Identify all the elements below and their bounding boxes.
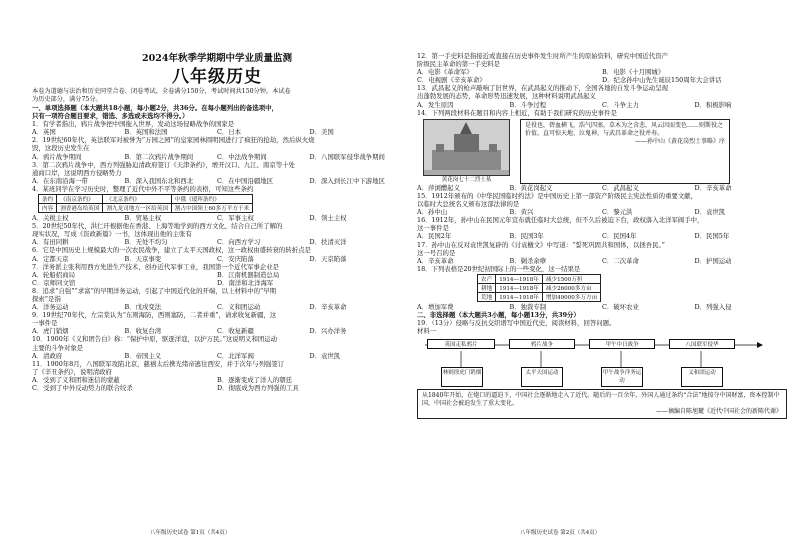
data-table: 农产 1914—1918年 减少1500万担 耕地 1914—1918年 减少26000多方亩 荒地 1914—1918年 增加49000多万方亩 xyxy=(477,274,601,302)
photo-caption: 黄花岗七十二烈士墓 xyxy=(441,176,492,183)
question-6: 6．它是中国历史上规模最大的一次农民战争，建立了太平天国政权，这一政权由盛转衰的转折点是 A．定都天京 B．天京事变 C．安庆陷落 D．天京陷落 xyxy=(32,246,347,263)
question-5: 5．20世纪50年代，洪仁玕根据他在香港、上海等地学到的西方文化，结合自己所了解的 现实状况，写成《资政新篇》一书，这体现出他的主张有 A．有田同耕 B．无处不均匀 C．向西方学习 D．扶清灭洋 xyxy=(32,222,347,247)
timeline-bottom-1: 林则徐虎门销烟 xyxy=(441,367,483,387)
question-18: 18．下列表格是20世纪初国际上的一些变化，这一结果是 农产 1914—1918年 减少1500万担 耕地 1914—1918年 减少26000多方亩 荒地 1914—1918年 增加49000多万方亩 A．增加军费 B．独裁专制 C．破坏农业 D．列强入侵 xyxy=(417,264,732,311)
timeline-bottom-4: 义和团运动 xyxy=(681,367,723,387)
section-title-2: 只有一项符合题目要求，错选、多选或未选均不得分。） xyxy=(32,112,189,121)
question-17: 17．孙中山在反对袁世凯复辟的《讨袁檄文》中写道：“誓死巩固共和国体，以拯吾民。” 这一号召的是 A．辛亥革命 B．剿杀余孽 C．二次革命 D．护国运动 xyxy=(417,240,732,265)
exam-note: 本卷为道德与法治和历史同堂合卷、闭卷考试，全卷满分150分，考试时间共150分钟。本试卷 为历史部分，满分75分。 xyxy=(32,88,291,103)
timeline-top-1: 英国走私鸦片 xyxy=(427,339,495,349)
question-8: 8．追求“自强”“求富”的早期洋务运动，引起了中国近代化的开端，以上材料中的“早期 探索”是指 A．洋务运动 B．戊戌变法 C．义和团运动 D．辛亥革命 xyxy=(32,286,347,312)
timeline-bottom-2: 太平天国运动 xyxy=(521,367,563,387)
monument-photo xyxy=(423,119,510,176)
material-box: 从1840年开始，在炮口的逼迫下，中国社会逐渐地走入了近代。随后的一百余年，外国人通过条约“合法”地掠夺中国财富，资本控制中国，中国社会被迫发生了重大变化。 ——摘编自陈旭麓《近代中国社会的新陈代谢》 xyxy=(417,389,787,419)
question-14: 14．下列两段材料在题目和内容上相近，有助于我们研究的历史事件是 黄花岗七十二烈士墓 是役也，碧血横飞，浩气四塞，草木为之含悲，风云因而变色……则斯役之价值，直可惊天地、泣鬼神，与武昌革命之役并寿。 ——孙中山《黄花岗烈士事略》序 A．萍浏醴起义 B．黄花岗起义 C．武昌起义 D．辛亥革命 xyxy=(417,108,732,192)
question-16: 16．1912年，孙中山在民国元年宣布就任临时大总统，但不久后被迫下台，政权落入北洋军阀手中， 这一事件是 A．民国2年 B．民国3年 C．民国4年 D．民国5年 xyxy=(417,216,730,241)
question-1: 1．有学者指出，鸦片战争把中国拖入世界，发动这场侵略战争的国家是 A．英国 B．英国和法国 C．日本 D．美国 xyxy=(32,120,334,137)
footer-left: 八年级历史试卷 第1页（共4页） xyxy=(150,530,231,536)
question-12: 12．第一手史料是指接近或直接在历史事件发生时所产生的原始资料，研究中国近代资产 阶级民主革命的第一手史料是 A．电影《革命军》 B．电影《十月围城》 C．电视剧《辛亥革命》 D．纪念孙中山先生诞辰150周年大会讲话 xyxy=(417,52,722,85)
question-2: 2．19世纪60年代，英法联军对被誉为“万园之园”的皇家园林圆明园进行了疯狂的抢劫，然后纵火烧 毁，这段历史发生在 A．鸦片战争期间 B．第二次鸦片战争期间 C．中法战争期间 D．八国联军侵华战争期间 xyxy=(32,136,385,161)
question-3: 3．第二次鸦片战争中，西方列强胁迫清政府签订《天津条约》，增开汉口、九江、南京等十处 通商口岸，这说明西方侵略势力 A．在东南沿海一带 B．深入我国东北和西北 C．在中国沿疆地区 D．深入到长江中下游地区 xyxy=(32,160,385,185)
timeline-top-4: 八国联军侵华 xyxy=(669,339,735,349)
timeline-bottom-3: 甲午战争洋务运动 xyxy=(601,367,643,387)
quote-box: 是役也，碧血横飞，浩气四塞，草木为之含悲，风云因而变色……则斯役之价值，直可惊天地、泣鬼神，与武昌革命之役并寿。 ——孙中山《黄花岗烈士事略》序 xyxy=(520,119,730,184)
timeline-top-2: 鸦片战争 xyxy=(509,339,575,349)
question-10: 10．1900年《义和团告白》称：“保护中原，驱逐洋寇，以护万民。”这说明义和团运动 主要的斗争对象是 A．清政府 B．帝国主义 C．北洋军阀 D．袁世凯 xyxy=(32,335,341,360)
section-2-title: 二、非选择题（本大题共3小题，每小题13分，共39分） xyxy=(417,310,580,319)
question-15: 15．1912年颁布的《中华民国临时约法》是中国历史上第一部资产阶级民主宪法性质的重要文献， 以临时大总统名义颁布这部法律的是 A．孙中山 B．黄兴 C．黎元洪 D．袁世凯 xyxy=(417,191,726,217)
page-right xyxy=(417,52,787,522)
section-title: 一、单项选择题（本大题共18小题，每小题2分，共36分。在每小题列出的备选项中， xyxy=(32,104,278,112)
question-9: 9．19世纪70年代，左宗棠认为“东则海防，西则塞防，二者并重”，请求收复新疆，这 一事件是 A．虎门销烟 B．收复台湾 C．收复新疆 D．兴办洋务 xyxy=(32,311,347,336)
subject-title: 八年级历史 xyxy=(172,67,262,87)
question-19: 19．（13分）侵略与反抗交织谱写中国近代史，阅读材料，回答问题。 材料一 英国走私鸦片 鸦片战争 甲午中日战争 八国联军侵华 林则徐虎门销烟 太平天国运动 甲午战争洋务运动 义和团运动 从1840年开始，在炮口的逼迫下，中国社会逐渐地走入了近代。随后的一百余年，外国人通过条约“合法”地掠夺中国财富，资本控制中国，中国社会被迫发生了重大变化。 ——摘编自陈旭麓《近代中国社会的新陈代谢》 xyxy=(417,319,787,419)
exam-title: 2024年秋季学期期中学业质量监测 xyxy=(142,53,292,64)
page-left xyxy=(32,52,402,522)
question-11: 11．1900年8月，八国联军攻陷北京，慈禧太后携光绪帝逃往西安，并于次年与列强签订 了《辛丑条约》，说明清政府 A．受到了义和团和迷信的蒙蔽 B．逐渐变成了洋人的朝廷 C．受到了中外反动势力的联合绞杀 D．彻底成为西方列强的工具 xyxy=(32,359,299,392)
question-13: 13．武昌起义的枪声敲响了旧世界，在武昌起义的推动下，全国各地的自发斗争运动呈现 出蓬勃发展的态势，革命形势迅速发展，这种材料说明武昌起义 A．发生原因 B．斗争过程 C．斗争主力 D．积极影响 xyxy=(417,84,732,109)
treaty-table: 条约 《南京条约》 《北京条约》 中俄《瑷珲条约》 内容 割香港岛给英国 割九龙司地方一区给英国 割占中国领土60多万平方千米 xyxy=(38,194,253,213)
timeline-diagram xyxy=(417,337,767,415)
timeline-top-3: 甲午中日战争 xyxy=(589,339,655,349)
question-7: 7．洋务派主张利用西方先进生产技术，创办近代军事工业，我国第一个近代军事企业是 A．轮船招商局 B．江南机器制造总局 C．京师同文馆 D．南洋和北洋海军 xyxy=(32,262,280,287)
question-4: 4．某班同学在学习历史时，整理了近代中外不平等条约的表格，可知这些条约 条约 《南京条约》 《北京条约》 中俄《瑷珲条约》 内容 割香港岛给英国 割九龙司地方一区给英国 割占中国领土60多万平方千米 A．关税主权 B．贸易主权 C．军事主权 D．领土主权 xyxy=(32,184,347,223)
footer-right: 八年级历史试卷 第2页（共4页） xyxy=(520,530,601,536)
